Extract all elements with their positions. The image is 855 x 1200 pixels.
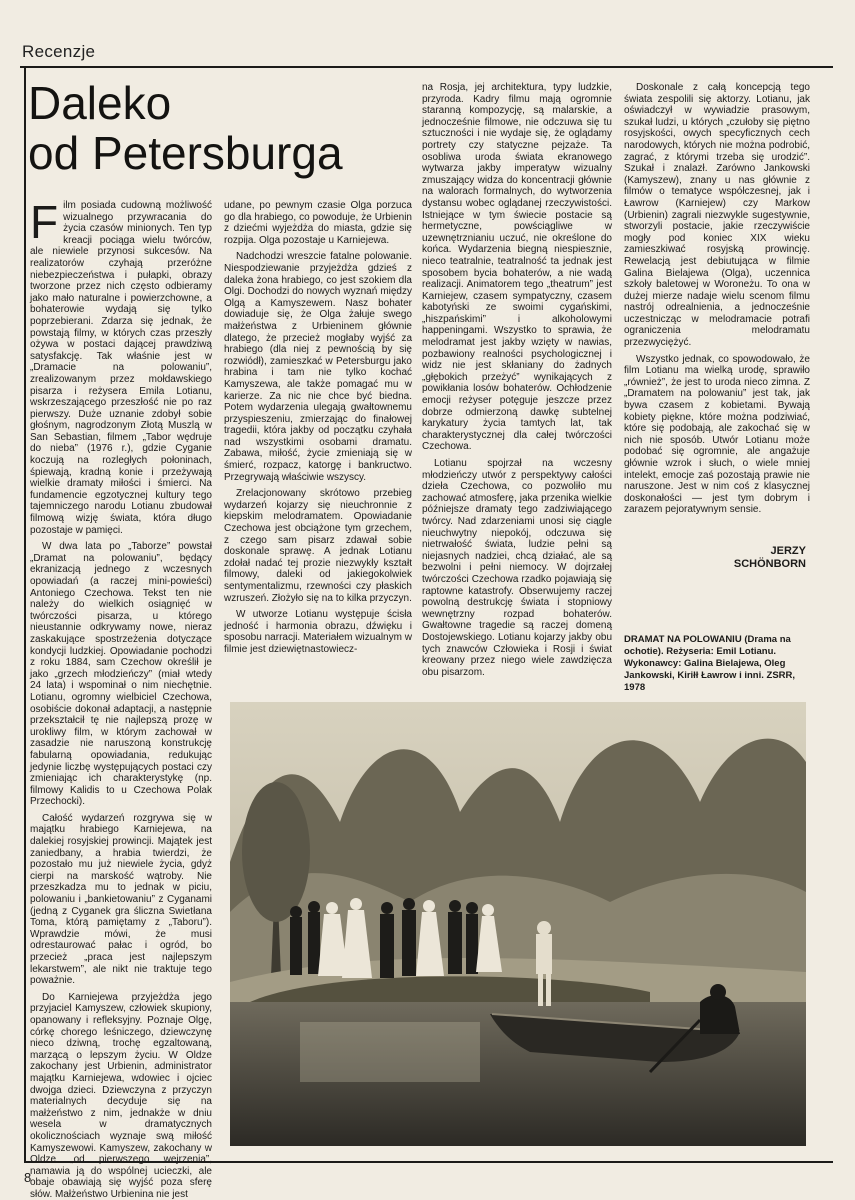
film-still-photo <box>230 702 806 1146</box>
text-column-4 <box>624 82 810 542</box>
paragraph: Nadchodzi wreszcie fatalne polowanie. Niespodziewanie przyjeżdża gdzieś z daleka żona hrabiego, co jest szokiem dla Olgi. Dochodzi do nowych wyznań między Olgą a Kamyszewem. Nasz bohater dowiaduje się, że Olga żałuje swego małżeństwa z Urbieninem głównie dlatego, że przecież mogłaby wyjść za hrabiego (dla niej z pewnością by się rozwiódł), zamieszkać w Petersburgu jako hrabina i tam nie tylko kochać Kamyszewa, ale także pomagać mu w karierze. Za nic nie chce być biedna. Potem wydarzenia ulegają gwałtownemu przyspieszeniu, zmierzając do finałowej tragedii, która jakby od początku czyhała nad wszystkimi osobami dramatu. Zabawa, miłość, życie zmieniają się w śmierć, rozpacz, katorgę i bankructwo. Przegrywają właściwie wszyscy. <box>224 251 412 483</box>
author-first-name: JERZY <box>770 545 806 557</box>
film-still-image-icon <box>230 702 806 1146</box>
section-label: Recenzje <box>22 42 96 61</box>
paragraph: Zrelacjonowany skrótowo przebieg wydarzeń kojarzy się nieuchronnie z kiepskim melodramatem. Opowiadanie Czechowa jest obciążone tym grzechem, z czego sam pisarz zdawał sobie doskonale sprawę. A jednak Lotianu zdołał nadać tej prozie niezwykły kształt filmowy, daleki od jakiegokolwiek sentymentalizmu, rzewności czy płaskich wzruszeń. Złożyło się na to kilka przyczyn. <box>224 488 412 604</box>
paragraph: Doskonale z całą koncepcją tego świata zespolili się aktorzy. Lotianu, jak oświadczył w wywiadzie prasowym, szukał ludzi, u których „czułoby się piętno rosyjskości, owych specyficznych cech narodowych, których nie można podrobić, zagrać, z którymi trzeba się urodzić”. Szukał i znalazł. Zarówno Jankowski (Kamyszew), znany u nas głównie z filmów o tematyce współczesnej, jak i Ławrow (Karniejew) czy Markow (Urbienin) zagrali niezwykle sugestywnie, stworzyli postacie, jakie rzeczywiście mogły pod koniec XIX wieku zamieszkiwać rosyjską prowincję. Rewelacją jest debiutująca w filmie Galina Bielajewa (Olga), uczennica szkoły baletowej w Woroneżu. To ona w dużej mierze nadaje wielu scenom filmu nastrój odrealnienia, a jednocześnie uczestnicząc w melodramacie potrafi ograniczenia melodramatu przezwyciężyć. <box>624 82 810 349</box>
paragraph: udane, po pewnym czasie Olga porzuca go dla hrabiego, co powoduje, że Urbienin z dziećmi wyjeżdża do miasta, gdzie się rozpija. Olga pozostaje u Karniejewa. <box>224 200 412 246</box>
paragraph: Do Karniejewa przyjeżdża jego przyjaciel Kamyszew, człowiek skupiony, opanowany i refleksyjny. Poznaje Olgę, córkę chorego leśniczego, dziewczynę nieco dziwną, trochę egzaltowaną, marzącą o lepszym życiu. W Oldze zakochany jest Urbienin, administrator majątku Karniejewa, wdowiec i ojciec dwojga dzieci. Dziewczyna z przyczyn materialnych decyduje się na małżeństwo z nim, jednakże w dniu wesela w dramatycznych okolicznościach wyznaje swą miłość Kamyszewowi. Kamyszew, zakochany w Oldze „od pierwszego wejrzenia”, namawia ją do wspólnej ucieczki, ale obaje obawiają się wyjść poza sferę słów. Małżeństwo Urbienina nie jest <box>30 991 212 1200</box>
text-column-2 <box>224 200 412 695</box>
author-byline <box>624 545 806 571</box>
page-number: 8 <box>24 1170 32 1185</box>
headline-line-1: Daleko <box>28 77 172 129</box>
paragraph: Całość wydarzeń rozgrywa się w majątku hrabiego Karniejewa, na dalekiej rosyjskiej prowincji. Majątek jest zaniedbany, a hrabia twierdzi, że pozostało mu już niewiele życia, gdyż cierpi na marskość wątroby. Nie przeszkadza mu to jednak w piciu, polowaniu i „bankietowaniu” z Cyganami (jedną z Cyganek gra śliczna Swietłana Toma, którą pamiętamy z „Taboru”). Wprawdzie mówi, że musi odrestaurować pałac i ogród, bo przecież „praca jest najlepszym lekarstwem”, ale nikt nie traktuje tego poważnie. <box>30 812 212 987</box>
top-rule <box>20 66 833 68</box>
headline-line-2: od Petersburga <box>28 127 343 179</box>
author-last-name: SCHÖNBORN <box>733 558 806 570</box>
text-column-3 <box>422 82 612 695</box>
photo-caption: DRAMAT NA POLOWANIU (Drama na ochotie). Reżyseria: Emil Lotianu. Wykonawcy: Galina Bielajewa, Oleg Jankowski, Kiriłł Ławrow i inni. ZSRR, 1978 <box>624 634 796 693</box>
paragraph-text: ilm posiada cudowną możliwość wizualnego przywracania do życia czasów minionych. Ten typ kreacji pociąga wielu twórców, ale niewiele przynosi sukcesów. Na realizatorów czyhają przeróżne niebezpieczeństwa i pułapki, obrazy tworzone przez nich często odbieramy jako mało naturalne i powierzchowne, a bohaterowie wydają się tylko poprzebierani. Zdarza się jednak, że powstają filmy, w których czas przeszły ożywa w postaci dającej prawdziwą satysfakcję. Tak właśnie jest w „Dramacie na polowaniu”, zrealizowanym przez mołdawskiego pisarza i reżysera Emila Lotianu, wskrzeszającego przeszłość nie po raz pierwszy. Duże uznanie zdobył sobie głośnym, nagrodzonym Złotą Muszlą w San Sebastian, filmem „Tabor wędruje do nieba” (1976 r.), gdzie Cyganie koczują na rozległych połoninach, śpiewają, kradną konie i przeżywają wielkie dramaty miłości i śmierci. Na fundamencie egzotycznej kultury tego tajemniczego narodu Lotianu zbudował filmową wizję świata, która długo pozostaje w pamięci. <box>30 200 212 536</box>
paragraph: W dwa lata po „Taborze” powstał „Dramat na polowaniu”, będący ekranizacją jednego z wczesnych opowiadań (a raczej mini-powieści) Antoniego Czechowa. Tekst ten nie należy do wielkich osiągnięć w twórczości pisarza, u którego nieustannie odkrywamy nowe, nieraz zaskakujące spostrzeżenia dotyczące kondycji ludzkiej. Opowiadanie pochodzi z roku 1884, sam Czechow określił je jako „grzech młodzieńczy” (miał wtedy 24 lata) i wspominał o nim niechętnie. Lotianu, ogromny wielbiciel Czechowa, osobiście dokonał adaptacji, a następnie przekształcił tę nie najlepszą prozę w urokliwy film, w którym zachował w zasadzie nie naruszoną konstrukcję fabularną opowiadania, redukując jedynie liczbę występujących postaci czy zmieniając ich charakterystykę (np. filmowy Kalidis to u Czechowa Polak Przechocki). <box>30 541 212 808</box>
paragraph: Wszystko jednak, co spowodowało, że film Lotianu ma wielką urodę, sprawiło „również”, że jest to uroda nieco zimna. Z „Dramatem na polowaniu” jest tak, jak bywa czasem z kobietami. Bywają kobiety piękne, które można podziwiać, które się podobają, ale zakochać się w nich nie sposób. Utwór Lotianu może podobać się ogromnie, ale angażuje głównie wzrok i słuch, o wiele mniej intelekt, emocje zaś pozostają prawie nie naruszone. Jest w nim coś z klasycznej doskonałości — jest tym dobrym i zarazem pejoratywnym sensie. <box>624 353 810 516</box>
paragraph: W utworze Lotianu występuje ścisła jedność i harmonia obrazu, dźwięku i sposobu narracji. Materiałem wizualnym w filmie jest dziewiętnastowiecz- <box>224 609 412 655</box>
paragraph <box>30 196 212 536</box>
left-rule <box>24 66 26 1162</box>
dropcap: F <box>30 196 59 248</box>
paragraph: na Rosja, jej architektura, typy ludzkie, przyroda. Kadry filmu mają ogromnie staranną kompozycję, są malarskie, a jednocześnie filmowe, nie odczuwa się tu sztuczności i nie wydaje się, że oglądamy portrety czy statyczne pejzaże. Ta osobliwa uroda świata ekranowego wytwarza jakby imperatyw wizualny zmuszający widza do koncentracji głównie na walorach formalnych, do wytworzenia dystansu wobec oglądanej rzeczywistości. Istniejące w tym świecie postacie są hermetyczne, powściągliwe w uzewnętrznianiu uczuć, nie określone do końca. Wydarzenia biegną niespiesznie, nieco teatralnie, teatralność ta jednak jest sposobem bycia bohaterów, a nie wadą realizacji. Animatorem tego „theatrum” jest Karniejew, czasem sympatyczny, czasem kabotyński ze swoimi cygańskimi, „hiszpańskimi” i alkoholowymi happeningami. Wszystko to sprawia, że melodramat jest jakby wzięty w nawias, pozbawiony realności psychologicznej i widz nie jest skłaniany do żadnych „głębokich przeżyć” wynikających z powikłania losów bohaterów. Ochłodzenie emocji reżyser potęguje jeszcze przez dobrze odmierzoną dawkę subtelnej karykatury życia tamtych lat, tak charakterystycznej dla całej twórczości Czechowa. <box>422 82 612 453</box>
paragraph: Lotianu spojrzał na wczesny młodzieńczy utwór z perspektywy całości dzieła Czechowa, co pozwoliło mu zachować atmosferę, jaka przenika wielkie późniejsze dramaty tego zadziwiającego twórcy. Nad zdarzeniami unosi się ciągle nieuchwytny niepokój, odczuwa się nietrwałość świata, ludzie pełni są niejasnych nadziei, chcą działać, ale są bezwolni i pełni niemocy. W dojrzałej twórczości Czechowa rzadko pojawiają się raptowne katastrofy. Obserwujemy raczej powolną destrukcję świata i stopniowy wewnętrzny rozpad bohaterów. Gwałtowne tragedie są raczej domeną Dostojewskiego. Lotianu kojarzy jakby obu tych znawców Człowieka i Rosji i świat kreowany przez niego wiele zawdzięcza obu pisarzom. <box>422 458 612 678</box>
article-headline <box>28 78 398 178</box>
text-column-1 <box>30 196 212 1200</box>
